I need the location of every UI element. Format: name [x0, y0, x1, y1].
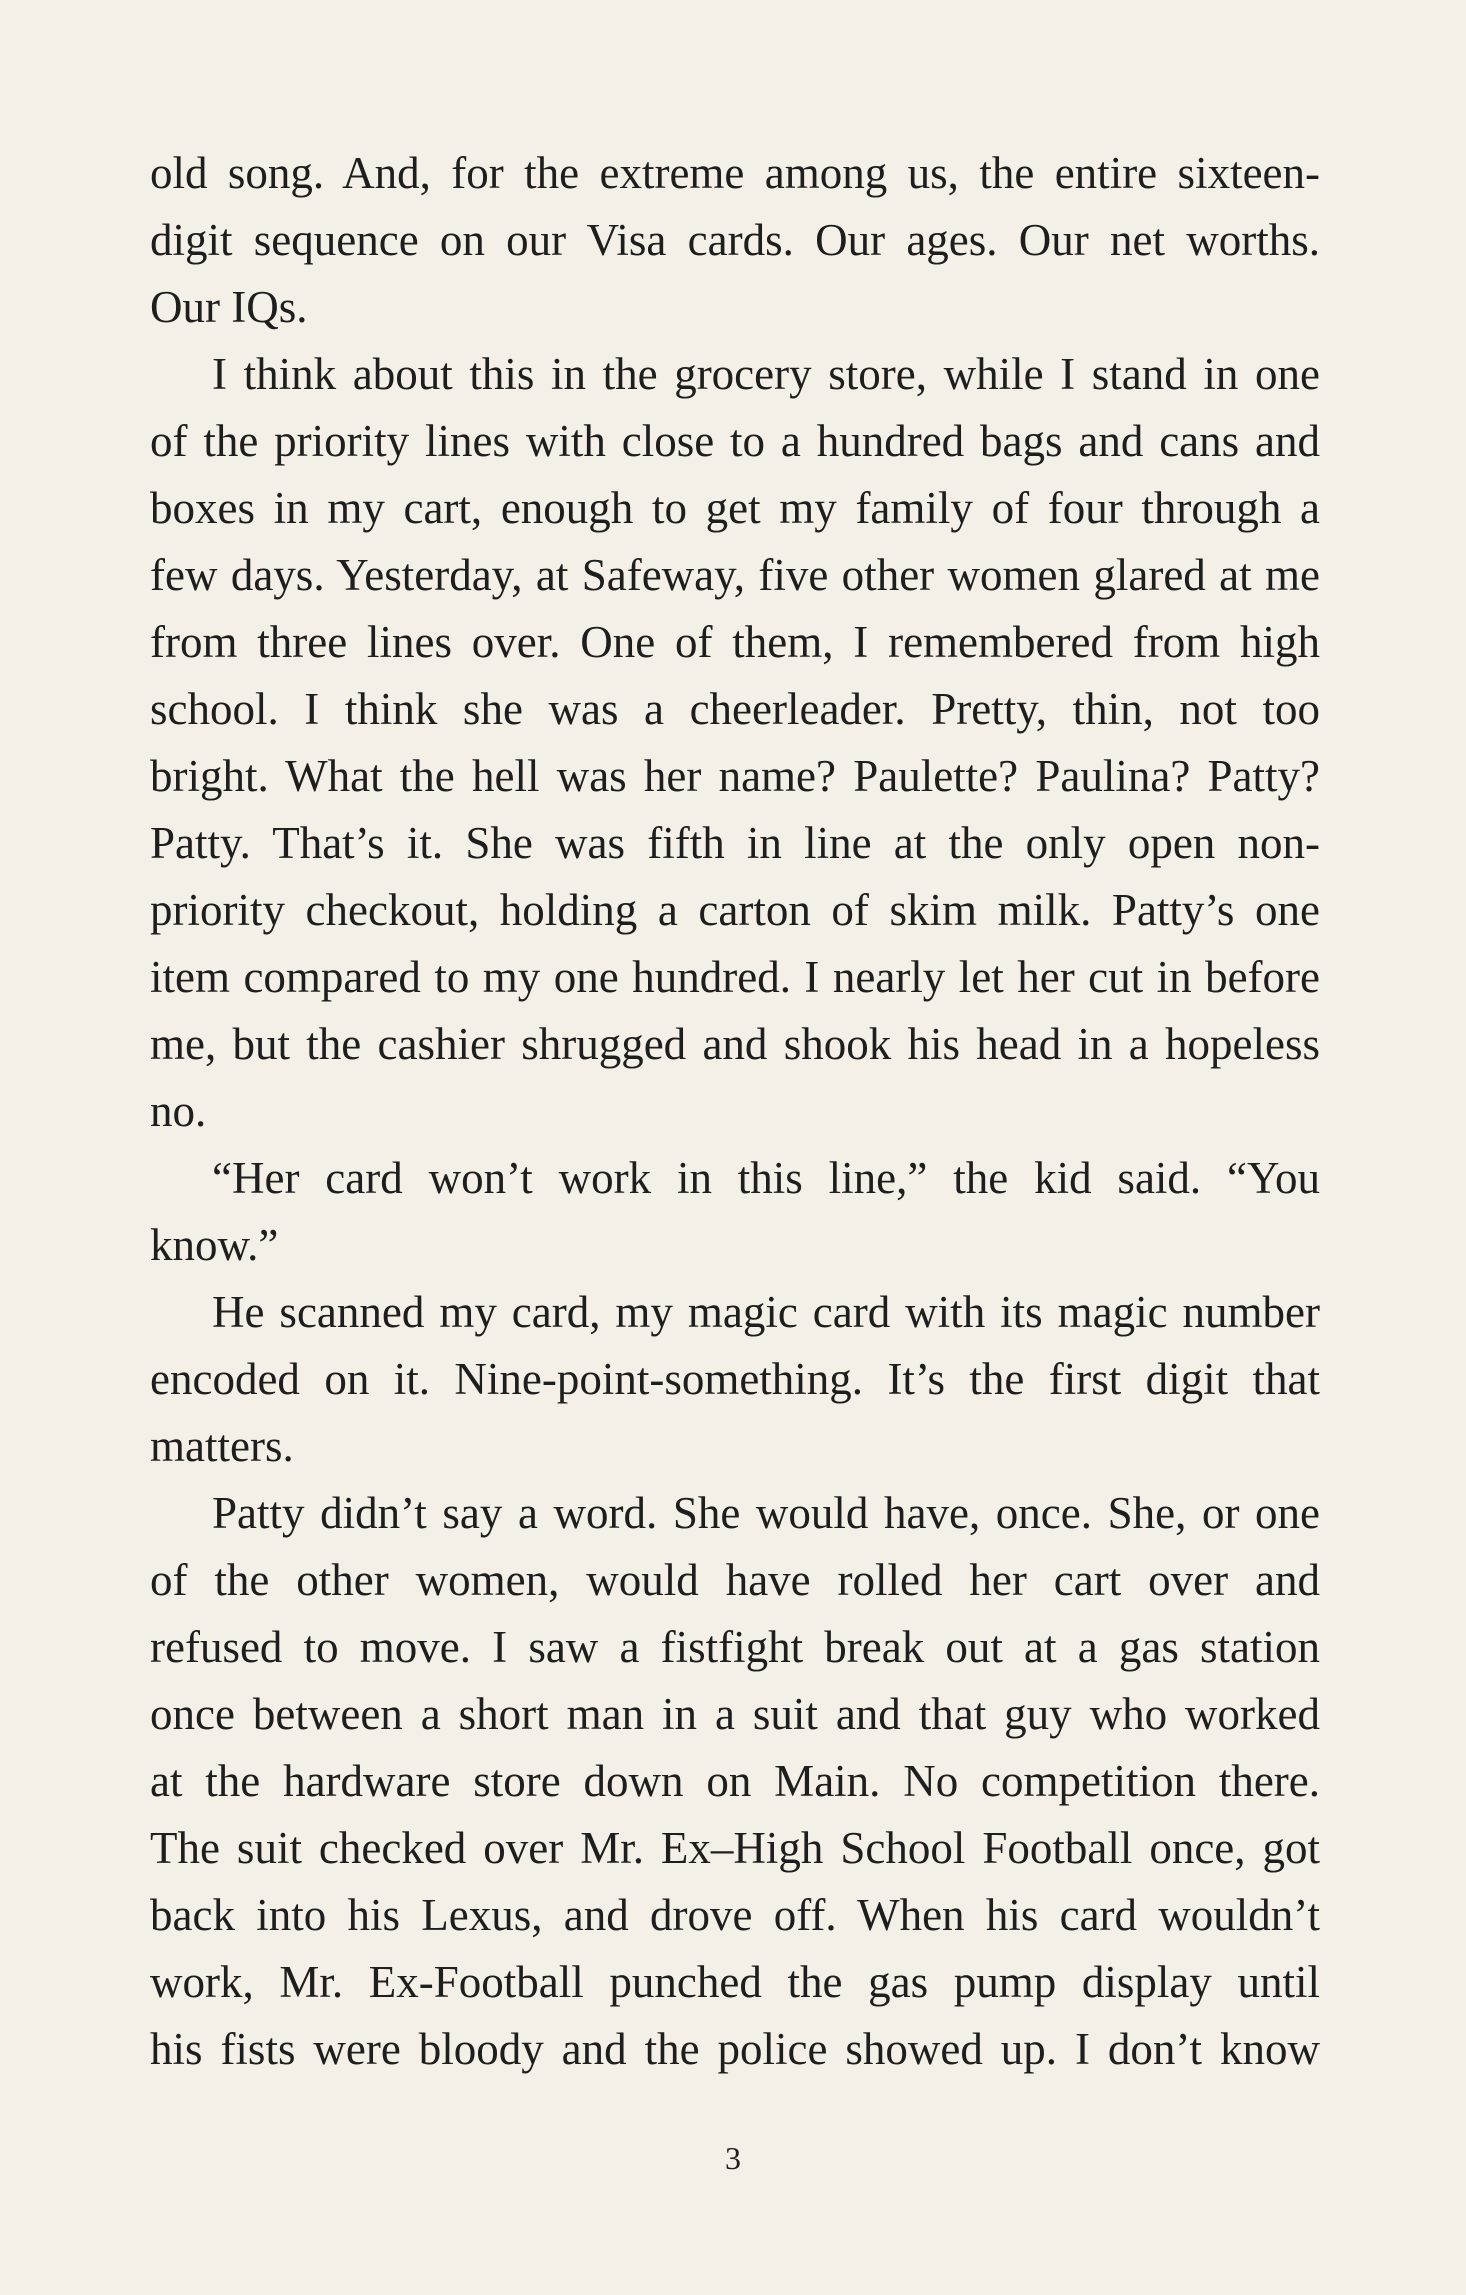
- paragraph: [150, 1279, 1320, 1480]
- text-line: matters.: [150, 1421, 294, 1471]
- body-text: [150, 140, 1320, 2083]
- text-line: know.”: [150, 1220, 279, 1270]
- text-line: few days. Yesterday, at Safeway, five other women glared at me: [150, 550, 1320, 600]
- paragraph: [150, 341, 1320, 1145]
- text-line: Patty. That’s it. She was fifth in line at the only open non-: [150, 818, 1320, 868]
- text-line: boxes in my cart, enough to get my family of four through a: [150, 483, 1320, 533]
- text-line: of the priority lines with close to a hundred bags and cans and: [150, 416, 1320, 466]
- text-line: item compared to my one hundred. I nearly let her cut in before: [150, 952, 1320, 1002]
- text-line: bright. What the hell was her name? Paulette? Paulina? Patty?: [150, 751, 1320, 801]
- text-line: encoded on it. Nine-point-something. It’s the first digit that: [150, 1354, 1320, 1404]
- page-number: 3: [725, 2140, 741, 2176]
- text-line: priority checkout, holding a carton of skim milk. Patty’s one: [150, 885, 1320, 935]
- text-line: his fists were bloody and the police showed up. I don’t know: [150, 2024, 1320, 2074]
- text-line: Patty didn’t say a word. She would have, once. She, or one: [212, 1488, 1320, 1538]
- text-line: “Her card won’t work in this line,” the kid said. “You: [212, 1153, 1320, 1203]
- text-line: from three lines over. One of them, I remembered from high: [150, 617, 1320, 667]
- text-line: of the other women, would have rolled her cart over and: [150, 1555, 1320, 1605]
- text-line: refused to move. I saw a fistfight break out at a gas station: [150, 1622, 1320, 1672]
- text-line: no.: [150, 1086, 207, 1136]
- text-line: school. I think she was a cheerleader. Pretty, thin, not too: [150, 684, 1320, 734]
- text-line: at the hardware store down on Main. No competition there.: [150, 1756, 1320, 1806]
- text-line: I think about this in the grocery store, while I stand in one: [212, 349, 1320, 399]
- paragraph: [150, 1480, 1320, 2083]
- text-line: work, Mr. Ex-Football punched the gas pump display until: [150, 1957, 1320, 2007]
- paragraph: [150, 1145, 1320, 1279]
- text-line: He scanned my card, my magic card with its magic number: [212, 1287, 1320, 1337]
- text-line: old song. And, for the extreme among us, the entire sixteen-: [150, 148, 1320, 198]
- text-line: back into his Lexus, and drove off. When his card wouldn’t: [150, 1890, 1320, 1940]
- text-line: me, but the cashier shrugged and shook his head in a hopeless: [150, 1019, 1320, 1069]
- text-line: once between a short man in a suit and that guy who worked: [150, 1689, 1320, 1739]
- paragraph: [150, 140, 1320, 341]
- text-line: The suit checked over Mr. Ex–High School Football once, got: [150, 1823, 1320, 1873]
- text-line: Our IQs.: [150, 282, 308, 332]
- text-line: digit sequence on our Visa cards. Our ages. Our net worths.: [150, 215, 1320, 265]
